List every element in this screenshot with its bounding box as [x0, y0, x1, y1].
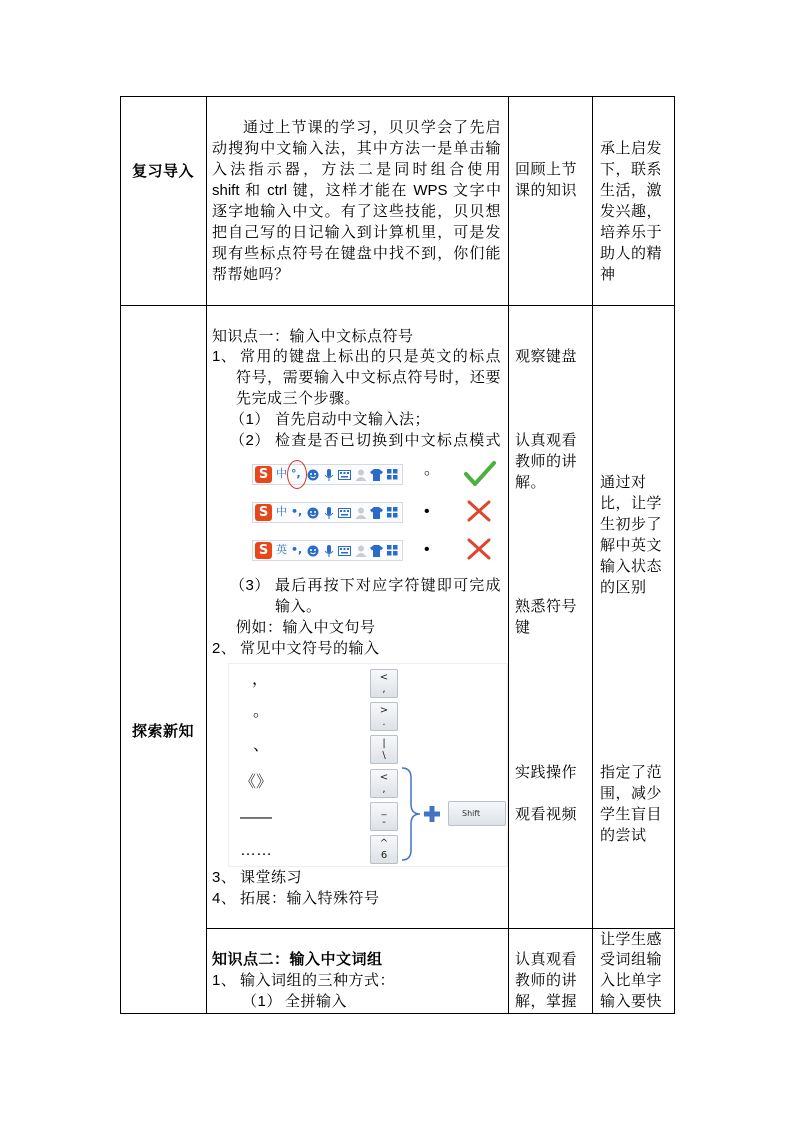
- chinese-symbol: 《》: [240, 774, 273, 791]
- kp1-item1-line: 常用的键盘上标出的只是英文的标点: [240, 348, 501, 365]
- kp2-intent-line: 受词组输: [600, 951, 663, 968]
- kp1-step2-text: 检查是否已切换到中文标点模式: [275, 432, 501, 449]
- review-text-line: 动搜狗中文输入法，其中方法一是单击输: [212, 140, 501, 157]
- keycap: [370, 835, 398, 864]
- keycap-lower: \: [382, 750, 386, 761]
- kp2-intent-line: 入比单字: [600, 972, 663, 989]
- plus-icon: [424, 806, 440, 822]
- keycap-upper: <: [379, 672, 389, 683]
- review-intent-line: 神: [600, 266, 616, 283]
- keycap-upper: >: [379, 705, 389, 716]
- kp1-intent-line: 输入状态: [600, 558, 663, 575]
- ime-toolbar-english-mode: [252, 540, 403, 561]
- kp1-activity-line: 熟悉符号: [515, 598, 578, 615]
- keycap: [370, 735, 398, 764]
- kp1-step1-text: 首先启动中文输入法；: [275, 411, 431, 428]
- user-icon: [355, 469, 367, 481]
- keyboard-icon: [338, 507, 351, 519]
- kp1-item1-line: 符号，需要输入中文标点符号时，还要: [236, 369, 501, 386]
- chinese-symbol: 。: [253, 703, 270, 720]
- kp1-activity-line: 认真观看: [515, 432, 578, 449]
- keycap-lower: ,: [382, 684, 386, 695]
- kp2-activity-line: 认真观看: [515, 951, 578, 968]
- cross-icon: [466, 537, 492, 561]
- kp2-title: 知识点二：输入中文词组: [212, 951, 383, 968]
- review-intent-line: 培养乐于: [600, 224, 663, 241]
- kp1-step1-number: （1）: [230, 411, 270, 428]
- kp1-activity-line: 教师的讲: [515, 453, 578, 470]
- output-symbol: •: [424, 503, 430, 520]
- sogou-logo-icon: S: [255, 542, 272, 559]
- chinese-symbol: 、: [253, 737, 270, 754]
- shift-key: [448, 801, 506, 826]
- review-text-line: 逐字地输入中文。有了这些技能，贝贝想: [212, 203, 501, 220]
- user-icon: [355, 507, 367, 519]
- kp2-activity-line: 解，掌握: [515, 993, 578, 1010]
- kp1-item2-text: 常见中文符号的输入: [240, 640, 380, 657]
- symbol-key-figure: [228, 663, 508, 867]
- keycap: [370, 669, 398, 698]
- output-symbol: 。: [424, 461, 441, 478]
- review-intent-line: 助人的精: [600, 245, 663, 262]
- review-text-line: 把自己写的日记输入到计算机里，可是发: [212, 224, 501, 241]
- kp2-item1-text: 输入词组的三种方式：: [240, 972, 396, 989]
- section-label-review: 复习导入: [131, 163, 194, 180]
- emoji-icon: [307, 469, 319, 481]
- kp2-item1-number: 1、: [212, 972, 237, 989]
- punctuation-mode-icon: •,: [291, 543, 303, 556]
- sogou-logo-icon: S: [255, 466, 272, 483]
- chinese-symbol: ……: [240, 842, 272, 859]
- kp1-title: 知识点一：输入中文标点符号: [212, 328, 414, 345]
- keycap-lower: 6: [380, 850, 388, 861]
- kp1-item2-number: 2、: [212, 640, 237, 657]
- row-divider-kp2: [206, 928, 675, 929]
- keyboard-icon: [338, 545, 351, 557]
- table-border-right: [674, 96, 675, 1014]
- toolbox-grid-icon: [387, 469, 398, 480]
- kp1-activity-line: 实践操作: [515, 764, 578, 781]
- ime-toolbar-chinese-punct: [252, 464, 403, 485]
- review-intent-line: 生活，激: [600, 182, 663, 199]
- kp1-item4-text: 拓展：输入特殊符号: [240, 890, 380, 907]
- keycap: [370, 802, 398, 831]
- skin-shirt-icon: [370, 507, 383, 519]
- shift-key-label: Shift: [462, 809, 481, 818]
- kp2-intent-line: 让学生感: [600, 931, 663, 948]
- kp1-activity-line: 观看视频: [515, 806, 578, 823]
- kp1-activity-line: 解。: [515, 474, 547, 491]
- review-intent-line: 发兴趣，: [600, 203, 663, 220]
- sogou-logo-icon: S: [255, 504, 272, 521]
- keycap: [370, 702, 398, 731]
- skin-shirt-icon: [370, 545, 383, 557]
- kp1-example: 例如：输入中文句号: [236, 619, 376, 636]
- kp1-intent-line: 通过对: [600, 474, 647, 491]
- kp1-activity-line: 观察键盘: [515, 348, 578, 365]
- skin-shirt-icon: [370, 469, 383, 481]
- keycap-lower: .: [382, 717, 386, 728]
- check-icon: [463, 459, 497, 489]
- kp2-activity-line: 教师的讲: [515, 972, 578, 989]
- column-divider-3: [592, 96, 593, 1014]
- ime-toolbar-english-punct: [252, 502, 403, 523]
- keycap-upper: ^: [379, 838, 389, 849]
- keycap-lower: -: [382, 817, 386, 828]
- review-intent-line: 承上启发: [600, 140, 663, 157]
- cross-icon: [466, 499, 492, 523]
- review-text-line: 现有些标点符号在键盘中找不到，你们能: [212, 245, 501, 262]
- review-text-line: 入法指示器，方法二是同时组合使用: [212, 161, 501, 178]
- ime-mode-label: 中: [276, 506, 287, 518]
- kp1-intent-line: 生初步了: [600, 516, 663, 533]
- kp1-intent-line: 的尝试: [600, 827, 647, 844]
- chinese-symbol: ，: [252, 671, 269, 688]
- kp1-intent-line: 比，让学: [600, 495, 663, 512]
- punctuation-mode-icon: •,: [291, 505, 303, 518]
- review-activity-line: 课的知识: [515, 182, 578, 199]
- keyboard-icon: [338, 469, 351, 481]
- section-label-explore: 探索新知: [131, 723, 194, 740]
- keycap: [370, 769, 398, 798]
- emoji-icon: [307, 545, 319, 557]
- toolbox-grid-icon: [387, 545, 398, 556]
- review-text-line: shift 和 ctrl 键，这样才能在 WPS 文字中: [212, 182, 501, 199]
- kp2-intent-line: 输入要快: [600, 993, 663, 1010]
- kp1-activity-line: 键: [515, 619, 531, 636]
- keycap-lower: ,: [382, 784, 386, 795]
- kp1-intent-line: 解中英文: [600, 537, 663, 554]
- kp1-step3-text: 最后再按下对应字符键即可完成: [275, 577, 501, 594]
- punctuation-mode-icon: °,: [291, 467, 301, 480]
- review-intent-line: 下，联系: [600, 161, 663, 178]
- column-divider-2: [508, 96, 509, 1014]
- review-activity-line: 回顾上节: [515, 161, 578, 178]
- review-text-line: 通过上节课的学习，贝贝学会了先启: [243, 119, 501, 136]
- toolbox-grid-icon: [387, 507, 398, 518]
- ime-mode-label: 中: [276, 468, 287, 480]
- user-icon: [355, 545, 367, 557]
- kp1-intent-line: 围，减少: [600, 785, 663, 802]
- kp1-item3-number: 3、: [212, 869, 237, 886]
- column-divider-1: [206, 96, 207, 1014]
- kp1-intent-line: 指定了范: [600, 764, 663, 781]
- table-border-left: [120, 96, 121, 1014]
- highlight-ellipse: [287, 460, 307, 489]
- keycap-upper: _: [381, 805, 387, 816]
- microphone-icon: [324, 469, 334, 481]
- microphone-icon: [324, 545, 334, 557]
- emoji-icon: [307, 507, 319, 519]
- curly-bracket-icon: [399, 766, 423, 862]
- kp1-intent-line: 的区别: [600, 579, 647, 596]
- keycap-upper: <: [379, 772, 389, 783]
- kp1-intent-line: 学生盲目: [600, 806, 663, 823]
- kp2-step1-text: 全拼输入: [285, 993, 348, 1010]
- kp1-step3-text: 输入。: [275, 598, 322, 615]
- microphone-icon: [324, 507, 334, 519]
- ime-mode-label: 英: [276, 544, 287, 556]
- chinese-symbol: ——: [240, 809, 272, 826]
- keycap-upper: |: [382, 738, 386, 749]
- output-symbol: •: [424, 541, 430, 558]
- kp1-item1-number: 1、: [212, 348, 237, 365]
- kp2-step1-number: （1）: [242, 993, 282, 1010]
- kp1-step3-number: （3）: [230, 577, 270, 594]
- kp1-item4-number: 4、: [212, 890, 237, 907]
- kp1-step2-number: （2）: [230, 432, 270, 449]
- kp1-item1-line: 先完成三个步骤。: [236, 390, 361, 407]
- review-text-line: 帮帮她吗？: [212, 266, 290, 283]
- kp1-item3-text: 课堂练习: [240, 869, 303, 886]
